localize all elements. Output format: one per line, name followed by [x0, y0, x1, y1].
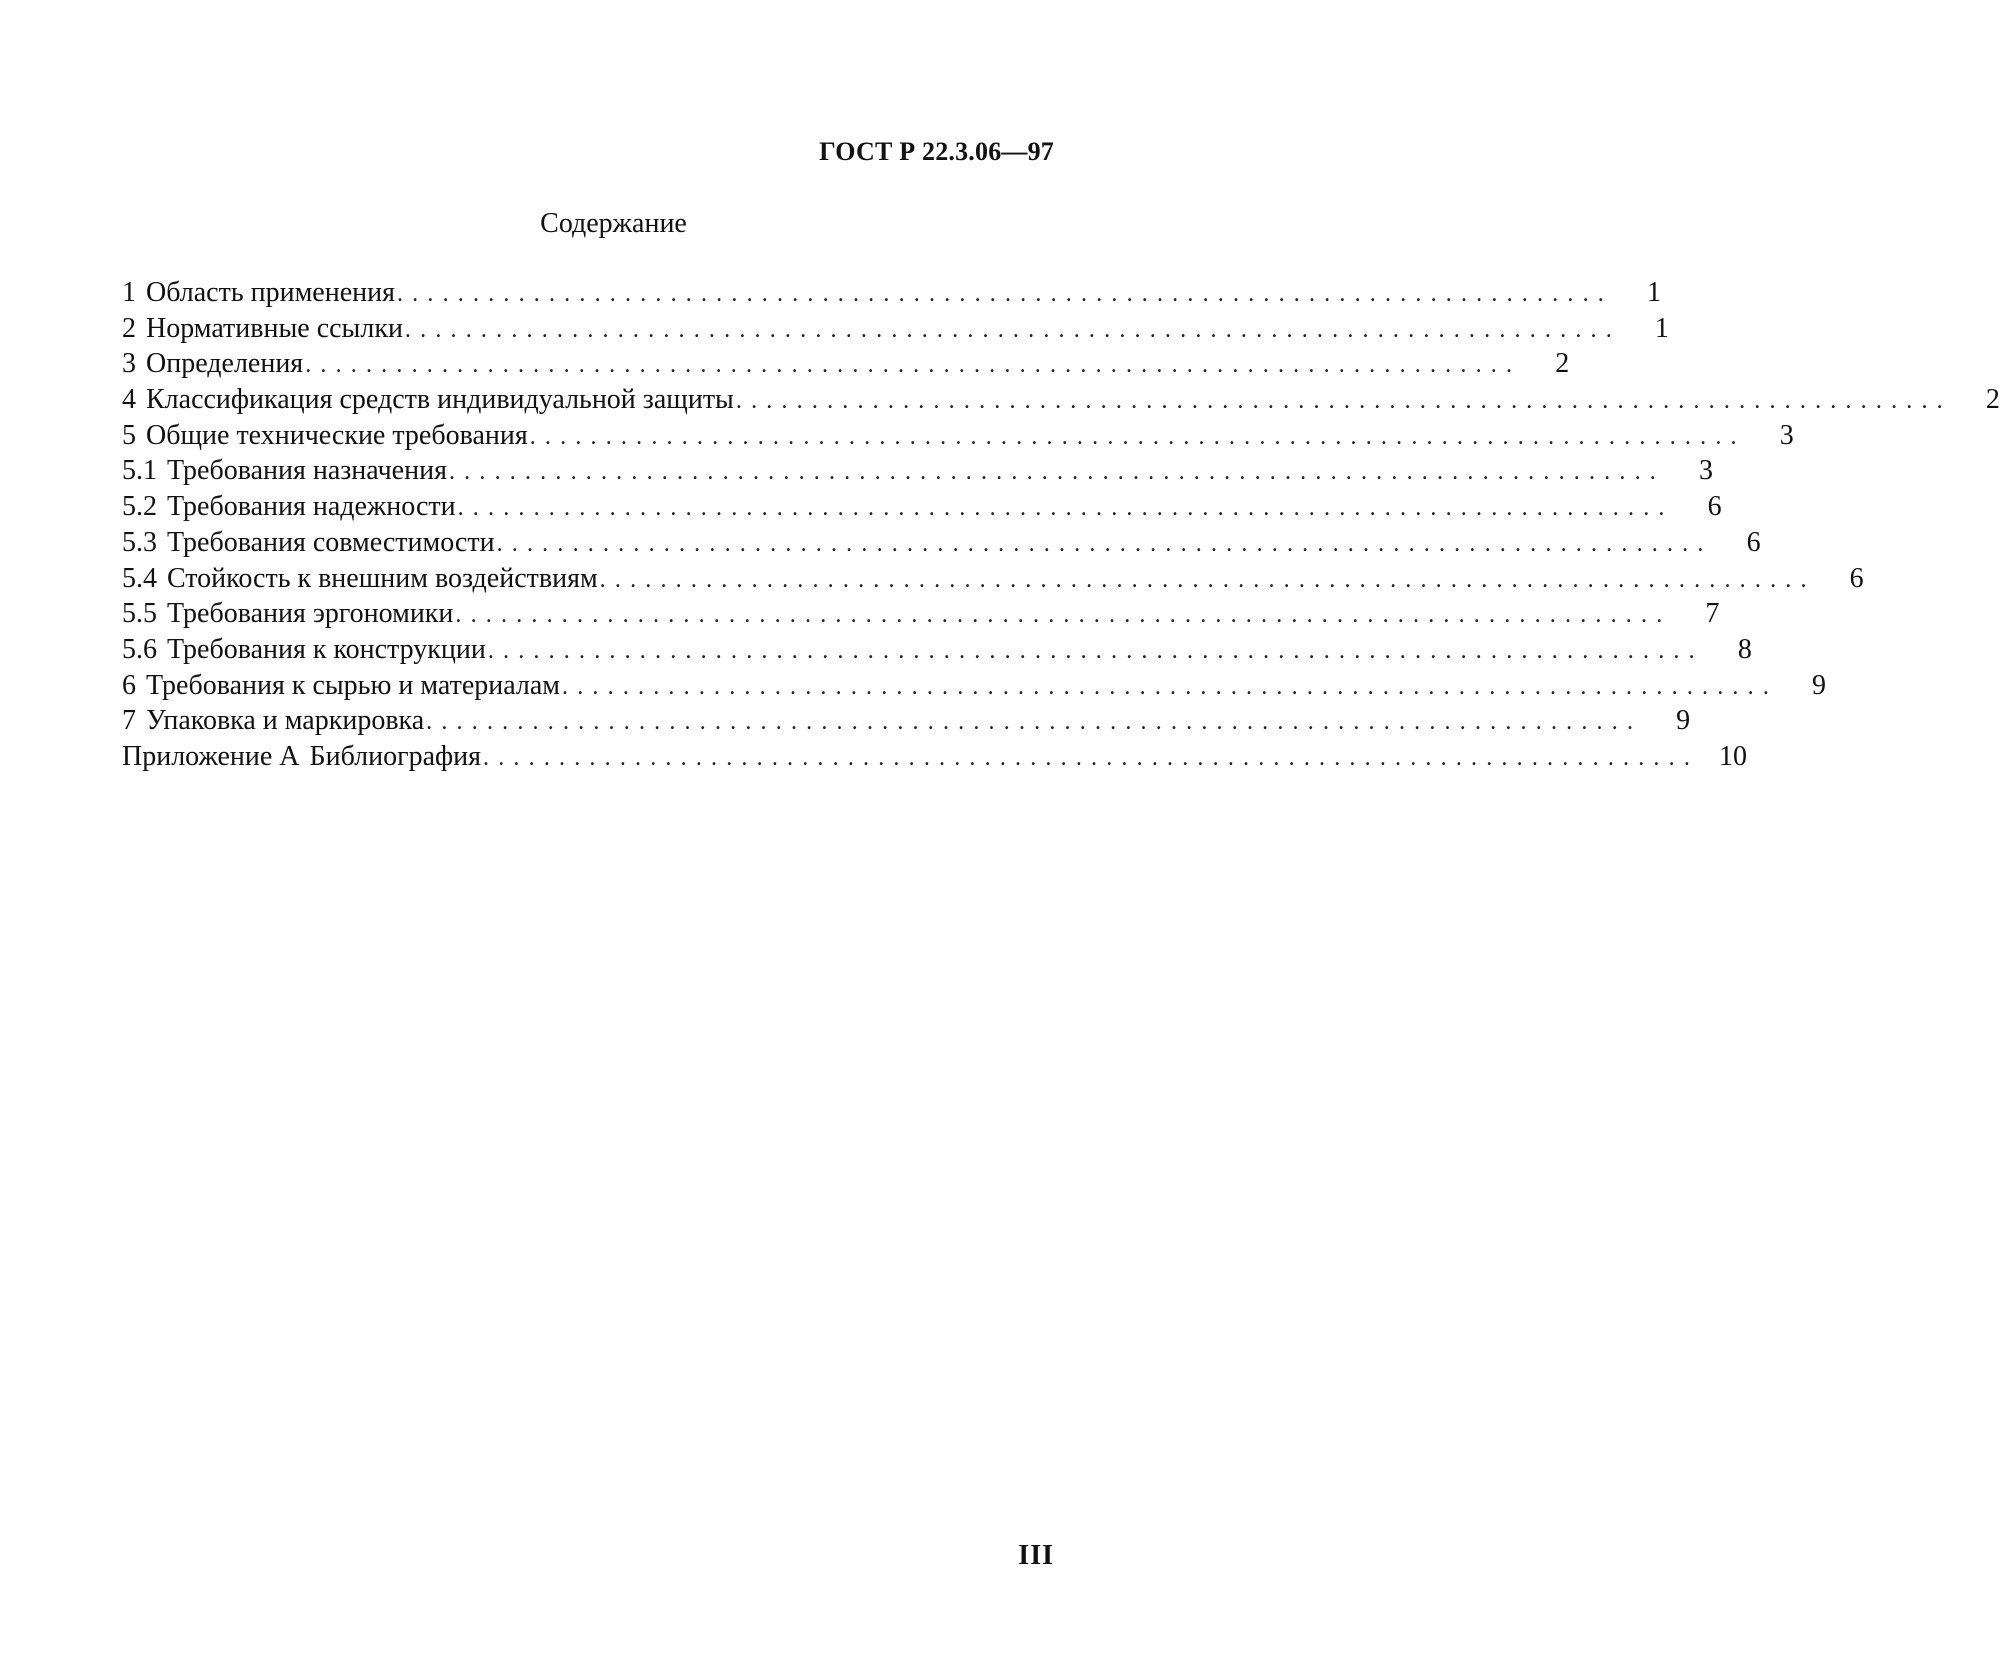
toc-entry-number: 5.6 — [122, 633, 157, 665]
toc-dot-leader: ................................................................................ — [426, 709, 1643, 736]
document-code: ГОСТ Р 22.3.06—97 — [819, 137, 1054, 166]
toc-entry-label: Библиография — [309, 740, 482, 772]
toc-entry-page: 9 — [1812, 669, 1827, 701]
toc-entry-page: 1 — [1654, 312, 1669, 344]
toc-entry-number: Приложение А — [122, 740, 300, 772]
toc-entry-label: Определения — [146, 348, 304, 380]
toc-entry-page: 10 — [1719, 740, 1748, 772]
toc-entry-page: 7 — [1705, 598, 1720, 630]
toc-dot-leader: ................................................................................ — [305, 352, 1522, 379]
toc-entry[interactable] — [122, 346, 1570, 382]
toc-entry-label: Требования к конструкции — [167, 633, 486, 665]
toc-entry[interactable] — [122, 489, 1722, 525]
toc-entry[interactable] — [122, 453, 1713, 489]
table-of-contents — [122, 275, 2000, 775]
toc-entry-number: 5 — [122, 419, 136, 451]
toc-entry-number: 2 — [122, 312, 136, 344]
toc-entry-number: 1 — [122, 277, 136, 308]
toc-entry-label: Упаковка и маркировка — [146, 705, 425, 737]
toc-entry-number: 5.4 — [122, 562, 157, 594]
page-number: III — [1018, 1540, 1054, 1571]
toc-entry-number: 3 — [122, 348, 136, 380]
toc-dot-leader: ................................................................................ — [404, 316, 1621, 343]
toc-entry-label: Требования надежности — [167, 491, 456, 523]
toc-entry[interactable] — [122, 703, 1691, 739]
toc-entry[interactable] — [122, 739, 1748, 775]
toc-entry-number: 7 — [122, 705, 136, 737]
toc-entry-number: 5.5 — [122, 598, 157, 630]
toc-entry-page: 3 — [1698, 455, 1713, 487]
toc-entry-number: 5.1 — [122, 455, 157, 487]
toc-entry-label: Стойкость к внешним воздействиям — [167, 562, 598, 594]
toc-entry-label: Требования совместимости — [167, 526, 495, 558]
toc-entry-label: Нормативные ссылки — [146, 312, 403, 344]
toc-dot-leader: ................................................................................ — [457, 495, 1674, 522]
toc-entry-page: 8 — [1737, 633, 1752, 665]
toc-entry-label: Классификация средств индивидуальной защиты — [146, 384, 734, 416]
toc-heading: Содержание — [540, 208, 687, 239]
toc-entry-page: 2 — [1555, 348, 1570, 380]
toc-entry-label: Общие технические требования — [146, 419, 528, 451]
toc-entry[interactable] — [122, 632, 1752, 668]
toc-entry[interactable] — [122, 525, 1761, 561]
toc-entry-number: 6 — [122, 669, 136, 701]
toc-entry-page: 3 — [1779, 419, 1794, 451]
toc-dot-leader: ................................................................................ — [487, 637, 1704, 664]
toc-dot-leader: ................................................................................ — [483, 744, 1700, 771]
toc-dot-leader: ................................................................................ — [735, 388, 1952, 415]
toc-entry[interactable] — [122, 596, 1720, 632]
toc-entry-page: 6 — [1746, 526, 1761, 558]
toc-entry-page: 9 — [1676, 705, 1691, 737]
toc-dot-leader: ................................................................................ — [448, 459, 1665, 486]
toc-entry[interactable] — [122, 275, 1661, 311]
toc-entry-page: 1 — [1646, 277, 1661, 308]
toc-entry-number: 5.3 — [122, 526, 157, 558]
toc-dot-leader: ................................................................................ — [496, 530, 1713, 557]
toc-entry[interactable] — [122, 311, 1669, 347]
toc-entry[interactable] — [122, 561, 1864, 597]
toc-entry-page: 6 — [1849, 562, 1864, 594]
toc-entry-number: 4 — [122, 384, 136, 416]
toc-dot-leader: ................................................................................ — [396, 281, 1613, 307]
toc-entry[interactable] — [122, 418, 1794, 454]
toc-entry-page: 2 — [1985, 384, 2000, 416]
toc-entry-label: Область применения — [146, 277, 395, 308]
toc-dot-leader: ................................................................................ — [599, 566, 1816, 593]
toc-dot-leader: ................................................................................ — [562, 673, 1779, 700]
toc-dot-leader: ................................................................................ — [529, 423, 1746, 450]
toc-entry[interactable] — [122, 668, 1827, 704]
toc-entry[interactable] — [122, 382, 2000, 418]
toc-entry-label: Требования назначения — [167, 455, 447, 487]
toc-entry-page: 6 — [1707, 491, 1722, 523]
toc-entry-label: Требования эргономики — [167, 598, 454, 630]
toc-dot-leader: ................................................................................ — [455, 602, 1672, 629]
toc-entry-label: Требования к сырью и материалам — [146, 669, 561, 701]
toc-entry-number: 5.2 — [122, 491, 157, 523]
